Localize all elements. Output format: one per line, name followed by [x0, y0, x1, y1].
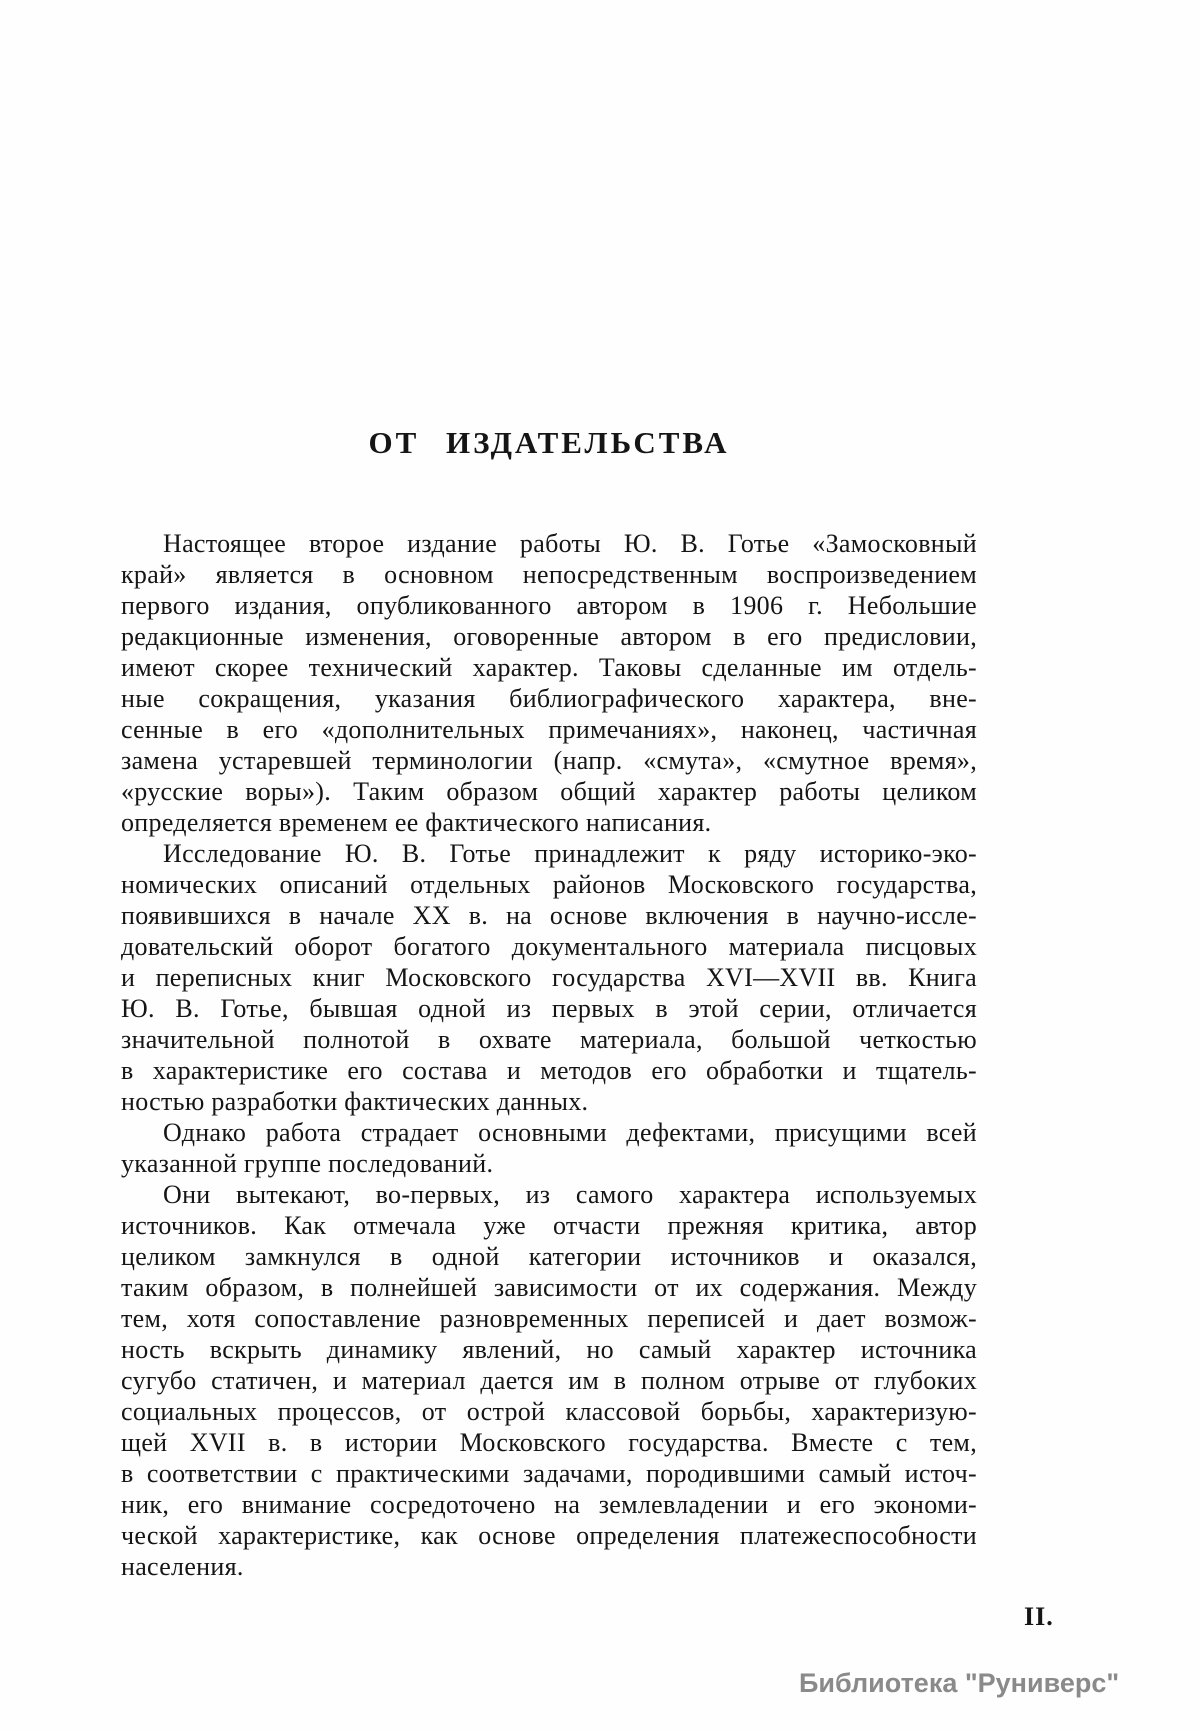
text-line: редакционные изменения, оговоренные автором в его предисловии,: [121, 622, 977, 651]
library-watermark: Библиотека "Руниверс": [799, 1668, 1120, 1698]
text-line: «русские воры»). Таким образом общий характер работы целиком: [121, 777, 977, 806]
text-line: ностью разработки фактических данных.: [121, 1087, 589, 1116]
text-line: край» является в основном непосредственным воспроизведением: [121, 560, 977, 589]
text-line: сугубо статичен, и материал дается им в полном отрыве от глубоких: [121, 1366, 977, 1395]
text-line: щей XVII в. в истории Московского государства. Вместе с тем,: [121, 1428, 977, 1457]
page-title: ОТ ИЗДАТЕЛЬСТВА: [368, 425, 730, 460]
text-line: первого издания, опубликованного автором в 1906 г. Небольшие: [121, 591, 977, 620]
text-line: номических описаний отдельных районов Московского государства,: [121, 870, 977, 899]
text-line: появившихся в начале XX в. на основе включения в научно-иссле-: [121, 901, 977, 930]
text-line: Исследование Ю. В. Готье принадлежит к ряду историко-эко-: [163, 839, 977, 868]
text-line: сенные в его «дополнительных примечаниях», наконец, частичная: [121, 715, 977, 744]
text-line: источников. Как отмечала уже отчасти прежняя критика, автор: [121, 1211, 977, 1240]
text-line: имеют скорее технический характер. Таковы сделанные им отдель-: [121, 653, 977, 682]
text-line: целиком замкнулся в одной категории источников и оказался,: [121, 1242, 977, 1271]
text-line: и переписных книг Московского государства XVI—XVII вв. Книга: [121, 963, 977, 992]
text-line: тем, хотя сопоставление разновременных переписей и дает возмож-: [121, 1304, 977, 1333]
text-line: Однако работа страдает основными дефектами, присущими всей: [163, 1118, 977, 1147]
text-line: Они вытекают, во-первых, из самого характера используемых: [163, 1180, 977, 1209]
text-line: в характеристике его состава и методов его обработки и тщатель-: [121, 1056, 977, 1085]
text-line: ческой характеристике, как основе определения платежеспособности: [121, 1521, 977, 1550]
text-line: ник, его внимание сосредоточено на землевладении и его экономи-: [121, 1490, 977, 1519]
text-line: таким образом, в полнейшей зависимости от их содержания. Между: [121, 1273, 977, 1302]
text-line: социальных процессов, от острой классовой борьбы, характеризую-: [121, 1397, 977, 1426]
text-line: определяется временем ее фактического написания.: [121, 808, 712, 837]
text-line: довательский оборот богатого документального материала писцовых: [121, 932, 977, 961]
text-line: населения.: [121, 1552, 244, 1581]
page-number: II.: [1024, 1602, 1054, 1631]
text-line: Ю. В. Готье, бывшая одной из первых в этой серии, отличается: [121, 994, 977, 1023]
text-line: ность вскрыть динамику явлений, но самый характер источника: [121, 1335, 977, 1364]
text-line: в соответствии с практическими задачами, породившими самый источ-: [121, 1459, 977, 1488]
text-column: [121, 424, 977, 1582]
text-line: Настоящее второе издание работы Ю. В. Готье «Замосковный: [163, 529, 977, 558]
text-block: [121, 528, 977, 1582]
text-line: значительной полнотой в охвате материала, большой четкостью: [121, 1025, 977, 1054]
text-line: указанной группе последований.: [121, 1149, 494, 1178]
text-line: ные сокращения, указания библиографического характера, вне-: [121, 684, 977, 713]
text-line: замена устаревшей терминологии (напр. «смута», «смутное время»,: [121, 746, 977, 775]
